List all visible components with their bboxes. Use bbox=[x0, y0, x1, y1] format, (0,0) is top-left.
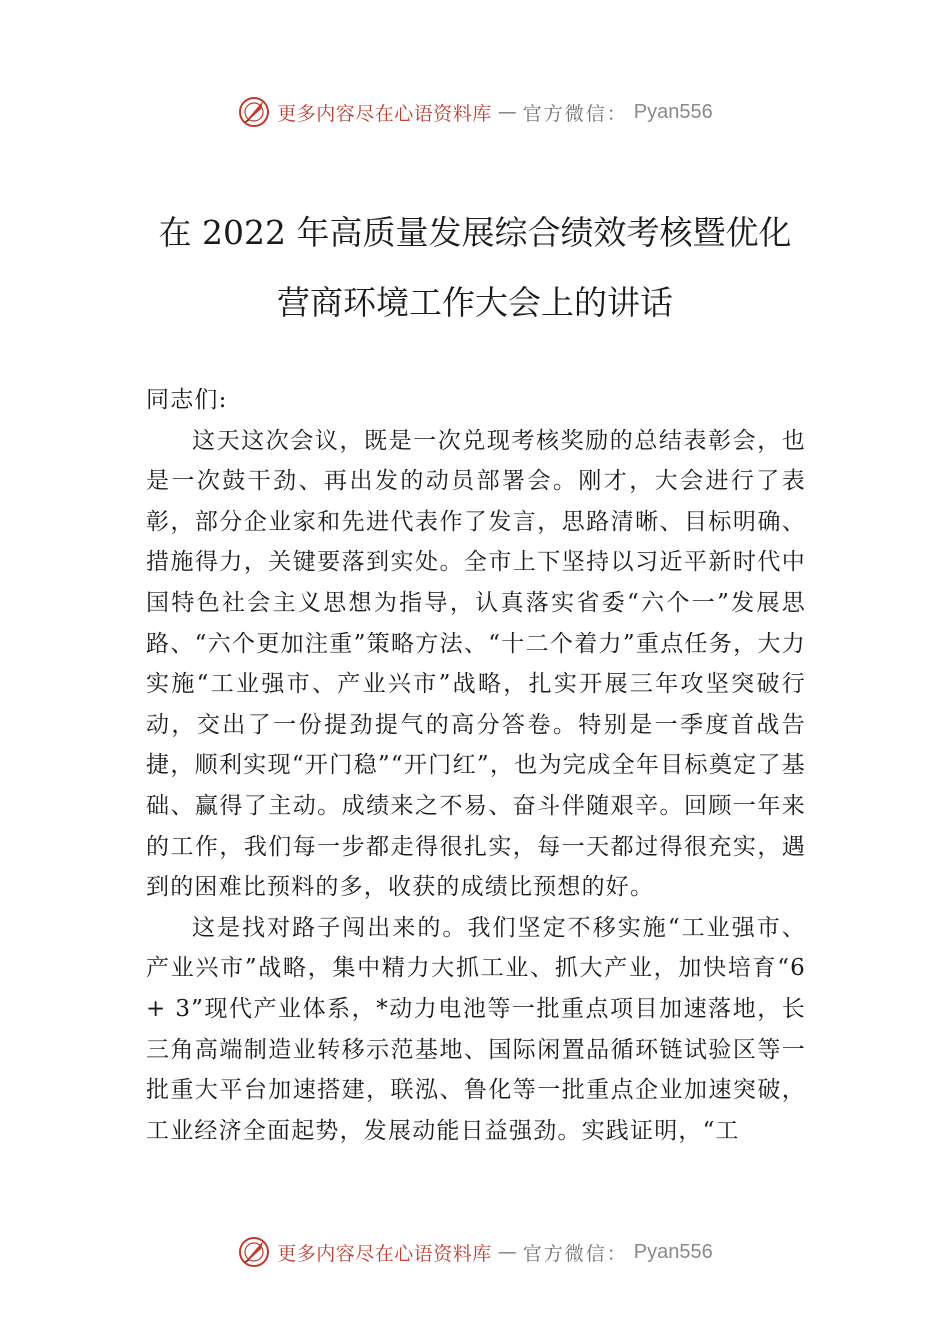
banner-wechat-label: 官方微信： bbox=[522, 1242, 628, 1265]
banner-separator: — bbox=[497, 1241, 517, 1263]
banner-wechat-label: 官方微信： bbox=[522, 102, 628, 125]
banner-separator: — bbox=[497, 101, 517, 123]
banner-wechat-handle: Pyan556 bbox=[633, 100, 713, 123]
document-body bbox=[146, 380, 806, 1151]
banner-wechat-handle: Pyan556 bbox=[633, 1240, 713, 1263]
footer-watermark-banner bbox=[0, 1232, 950, 1272]
document-title bbox=[100, 198, 850, 338]
salutation: 同志们: bbox=[146, 387, 228, 413]
document-title-line-2: 营商环境工作大会上的讲话 bbox=[277, 283, 673, 322]
header-watermark-banner bbox=[0, 92, 950, 132]
paragraph: 这是找对路子闯出来的。我们坚定不移实施“工业强市、产业兴市”战略，集中精力大抓工业、抓大产业，加快培育“6 + 3”现代产业体系，*动力电池等一批重点项目加速落地，长三角高端制造业转移示范基地、国际闲置品循环链试验区等一批重大平台加速搭建，联泓、鲁化等一批重点企业加速突破，工业经济全面起势，发展动能日益强劲。实践证明，“工 bbox=[146, 914, 806, 1144]
document-title-line-1: 在 2022 年高质量发展综合绩效考核暨优化 bbox=[158, 213, 792, 252]
banner-brand-text: 更多内容尽在心语资料库 bbox=[277, 102, 492, 125]
quill-pen-logo-icon bbox=[237, 1235, 271, 1269]
paragraph: 这天这次会议，既是一次兑现考核奖励的总结表彰会，也是一次鼓干劲、再出发的动员部署会。刚才，大会进行了表彰，部分企业家和先进代表作了发言，思路清晰、目标明确、措施得力，关键要落到实处。全市上下坚持以习近平新时代中国特色社会主义思想为指导，认真落实省委“六个一”发展思路、“六个更加注重”策略方法、“十二个着力”重点任务，大力实施“工业强市、产业兴市”战略，扎实开展三年攻坚突破行动，交出了一份提劲提气的高分答卷。特别是一季度首战告捷，顺利实现“开门稳”“开门红”，也为完成全年目标奠定了基础、赢得了主动。成绩来之不易、奋斗伴随艰辛。回顾一年来的工作，我们每一步都走得很扎实，每一天都过得很充实，遇到的困难比预料的多，收获的成绩比预想的好。 bbox=[146, 427, 806, 901]
quill-pen-logo-icon bbox=[237, 95, 271, 129]
banner-brand-text: 更多内容尽在心语资料库 bbox=[277, 1242, 492, 1265]
